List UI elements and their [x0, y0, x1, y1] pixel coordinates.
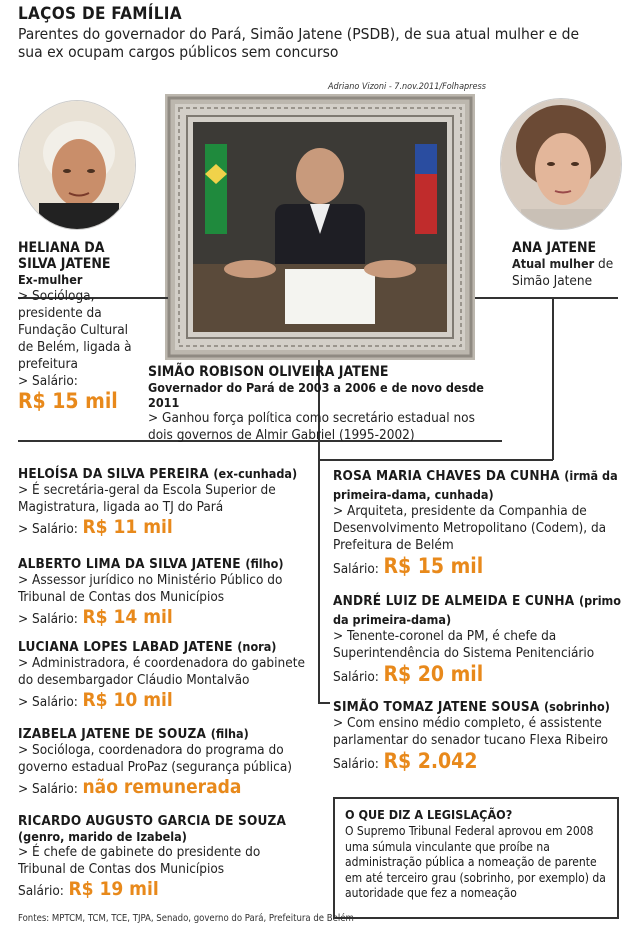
salary-value: R$ 10 mil — [82, 689, 173, 711]
relative-name: IZABELA JATENE DE SOUZA — [18, 726, 207, 742]
relative-ricardo — [18, 813, 308, 900]
ana-photo — [500, 98, 622, 230]
relative-relation: (ex-cunhada) — [213, 466, 298, 481]
salary-label: > Salário: — [18, 781, 78, 797]
legislation-title: O QUE DIZ A LEGISLAÇÃO? — [345, 807, 513, 822]
relative-simao-tomaz — [333, 696, 623, 773]
heliana-block — [18, 240, 146, 413]
connector-right-bottom — [318, 702, 330, 704]
simao-name: SIMÃO ROBISON OLIVEIRA JATENE — [148, 364, 389, 380]
relative-relation: (primo da primeira-dama) — [333, 593, 622, 627]
heliana-salary-label: > Salário: — [18, 373, 78, 389]
salary-value: não remunerada — [82, 776, 242, 798]
connector-ana-vertical — [552, 297, 554, 460]
ana-block — [512, 240, 622, 290]
heliana-photo — [18, 100, 136, 230]
relative-alberto — [18, 553, 308, 628]
connector-ana-horizontal — [475, 297, 618, 299]
salary-value: R$ 20 mil — [383, 662, 484, 686]
relative-desc: > É chefe de gabinete do presidente do Tribunal de Contas dos Municípios — [18, 844, 261, 877]
relative-name: LUCIANA LOPES LABAD JATENE — [18, 639, 233, 655]
photo-credit: Adriano Vizoni - 7.nov.2011/Folhapress — [328, 82, 486, 92]
salary-label: Salário: — [18, 883, 64, 899]
salary-value: R$ 2.042 — [383, 749, 478, 773]
salary-value: R$ 15 mil — [383, 554, 484, 578]
relative-luciana — [18, 636, 308, 711]
salary-label: > Salário: — [18, 611, 78, 627]
relative-heloisa — [18, 463, 308, 538]
salary-value: R$ 19 mil — [68, 878, 159, 900]
ana-name: ANA JATENE — [512, 240, 597, 256]
heliana-desc: > Socióloga, presidente da Fundação Cultural de Belém, ligada à prefeitura — [18, 288, 132, 372]
relative-relation: (irmã da primeira-dama, cunhada) — [333, 468, 618, 502]
sources-line: Fontes: MPTCM, TCM, TCE, TJPA, Senado, governo do Pará, Prefeitura de Belém — [18, 913, 354, 924]
simao-desc: > Ganhou força política como secretário estadual nos dois governos de Almir Gabriel (1995-2002) — [148, 410, 475, 443]
simao-block — [148, 364, 498, 444]
relative-desc: > Com ensino médio completo, é assistente parlamentar do senador tucano Flexa Ribeiro — [333, 715, 609, 748]
salary-value: R$ 14 mil — [82, 606, 173, 628]
heliana-role: Ex-mulher — [18, 272, 83, 287]
relative-relation: (sobrinho) — [544, 699, 610, 714]
ana-role-bold: Atual mulher — [512, 256, 595, 271]
relative-name: ANDRÉ LUIZ DE ALMEIDA E CUNHA — [333, 593, 575, 609]
salary-label: > Salário: — [18, 694, 78, 710]
relative-desc: > Administradora, é coordenadora do gabinete do desembargador Cláudio Montalvão — [18, 655, 305, 688]
relative-relation: (filho) — [245, 556, 284, 571]
relative-relation: (nora) — [237, 639, 277, 654]
page-title: LAÇOS DE FAMÍLIA — [18, 4, 182, 24]
salary-label: Salário: — [333, 669, 379, 685]
legislation-body: O Supremo Tribunal Federal aprovou em 2008 uma súmula vinculante que proíbe na administração pública a nomeação de parente em até terceiro grau (sobrinho, por exemplo) da autoridade que fez a nomeação — [345, 824, 606, 900]
salary-value: R$ 11 mil — [82, 516, 173, 538]
relative-name: HELOÍSA DA SILVA PEREIRA — [18, 466, 209, 482]
ana-role-rest: de Simão Jatene — [512, 256, 614, 289]
heliana-name-2: SILVA JATENE — [18, 256, 111, 272]
relative-name: SIMÃO TOMAZ JATENE SOUSA — [333, 699, 540, 715]
simao-role: Governador do Pará de 2003 a 2006 e de novo desde 2011 — [148, 380, 484, 410]
ana-role — [512, 256, 622, 290]
relative-relation: (filha) — [210, 726, 249, 741]
relative-desc: > Socióloga, coordenadora do programa do governo estadual ProPaz (segurança pública) — [18, 742, 293, 775]
simao-framed-photo — [165, 94, 475, 360]
relative-desc: > Arquiteta, presidente da Companhia de Desenvolvimento Metropolitano (Codem), da Prefeitura de Belém — [333, 503, 607, 553]
relative-izabela — [18, 723, 308, 798]
salary-label: Salário: — [333, 756, 379, 772]
relative-name: RICARDO AUGUSTO GARCIA DE SOUZA — [18, 813, 287, 829]
salary-label: > Salário: — [18, 521, 78, 537]
legislation-box — [333, 797, 619, 919]
relative-name: ALBERTO LIMA DA SILVA JATENE — [18, 556, 241, 572]
connector-branch-right — [318, 459, 553, 461]
page-subtitle: Parentes do governador do Pará, Simão Jatene (PSDB), de sua atual mulher e de sua ex ocupam cargos públicos sem concurso — [18, 25, 580, 61]
heliana-salary: R$ 15 mil — [18, 389, 118, 413]
relative-rosa — [333, 465, 623, 578]
relative-relation: (genro, marido de Izabela) — [18, 829, 187, 844]
relative-desc: > É secretária-geral da Escola Superior de Magistratura, ligada ao TJ do Pará — [18, 482, 276, 515]
heliana-name-1: HELIANA DA — [18, 240, 105, 256]
relative-desc: > Tenente-coronel da PM, é chefe da Superintendência do Sistema Penitenciário — [333, 628, 595, 661]
relative-name: ROSA MARIA CHAVES DA CUNHA — [333, 468, 560, 484]
relative-desc: > Assessor jurídico no Ministério Público do Tribunal de Contas dos Municípios — [18, 572, 283, 605]
relative-andre — [333, 590, 623, 686]
salary-label: Salário: — [333, 561, 379, 577]
